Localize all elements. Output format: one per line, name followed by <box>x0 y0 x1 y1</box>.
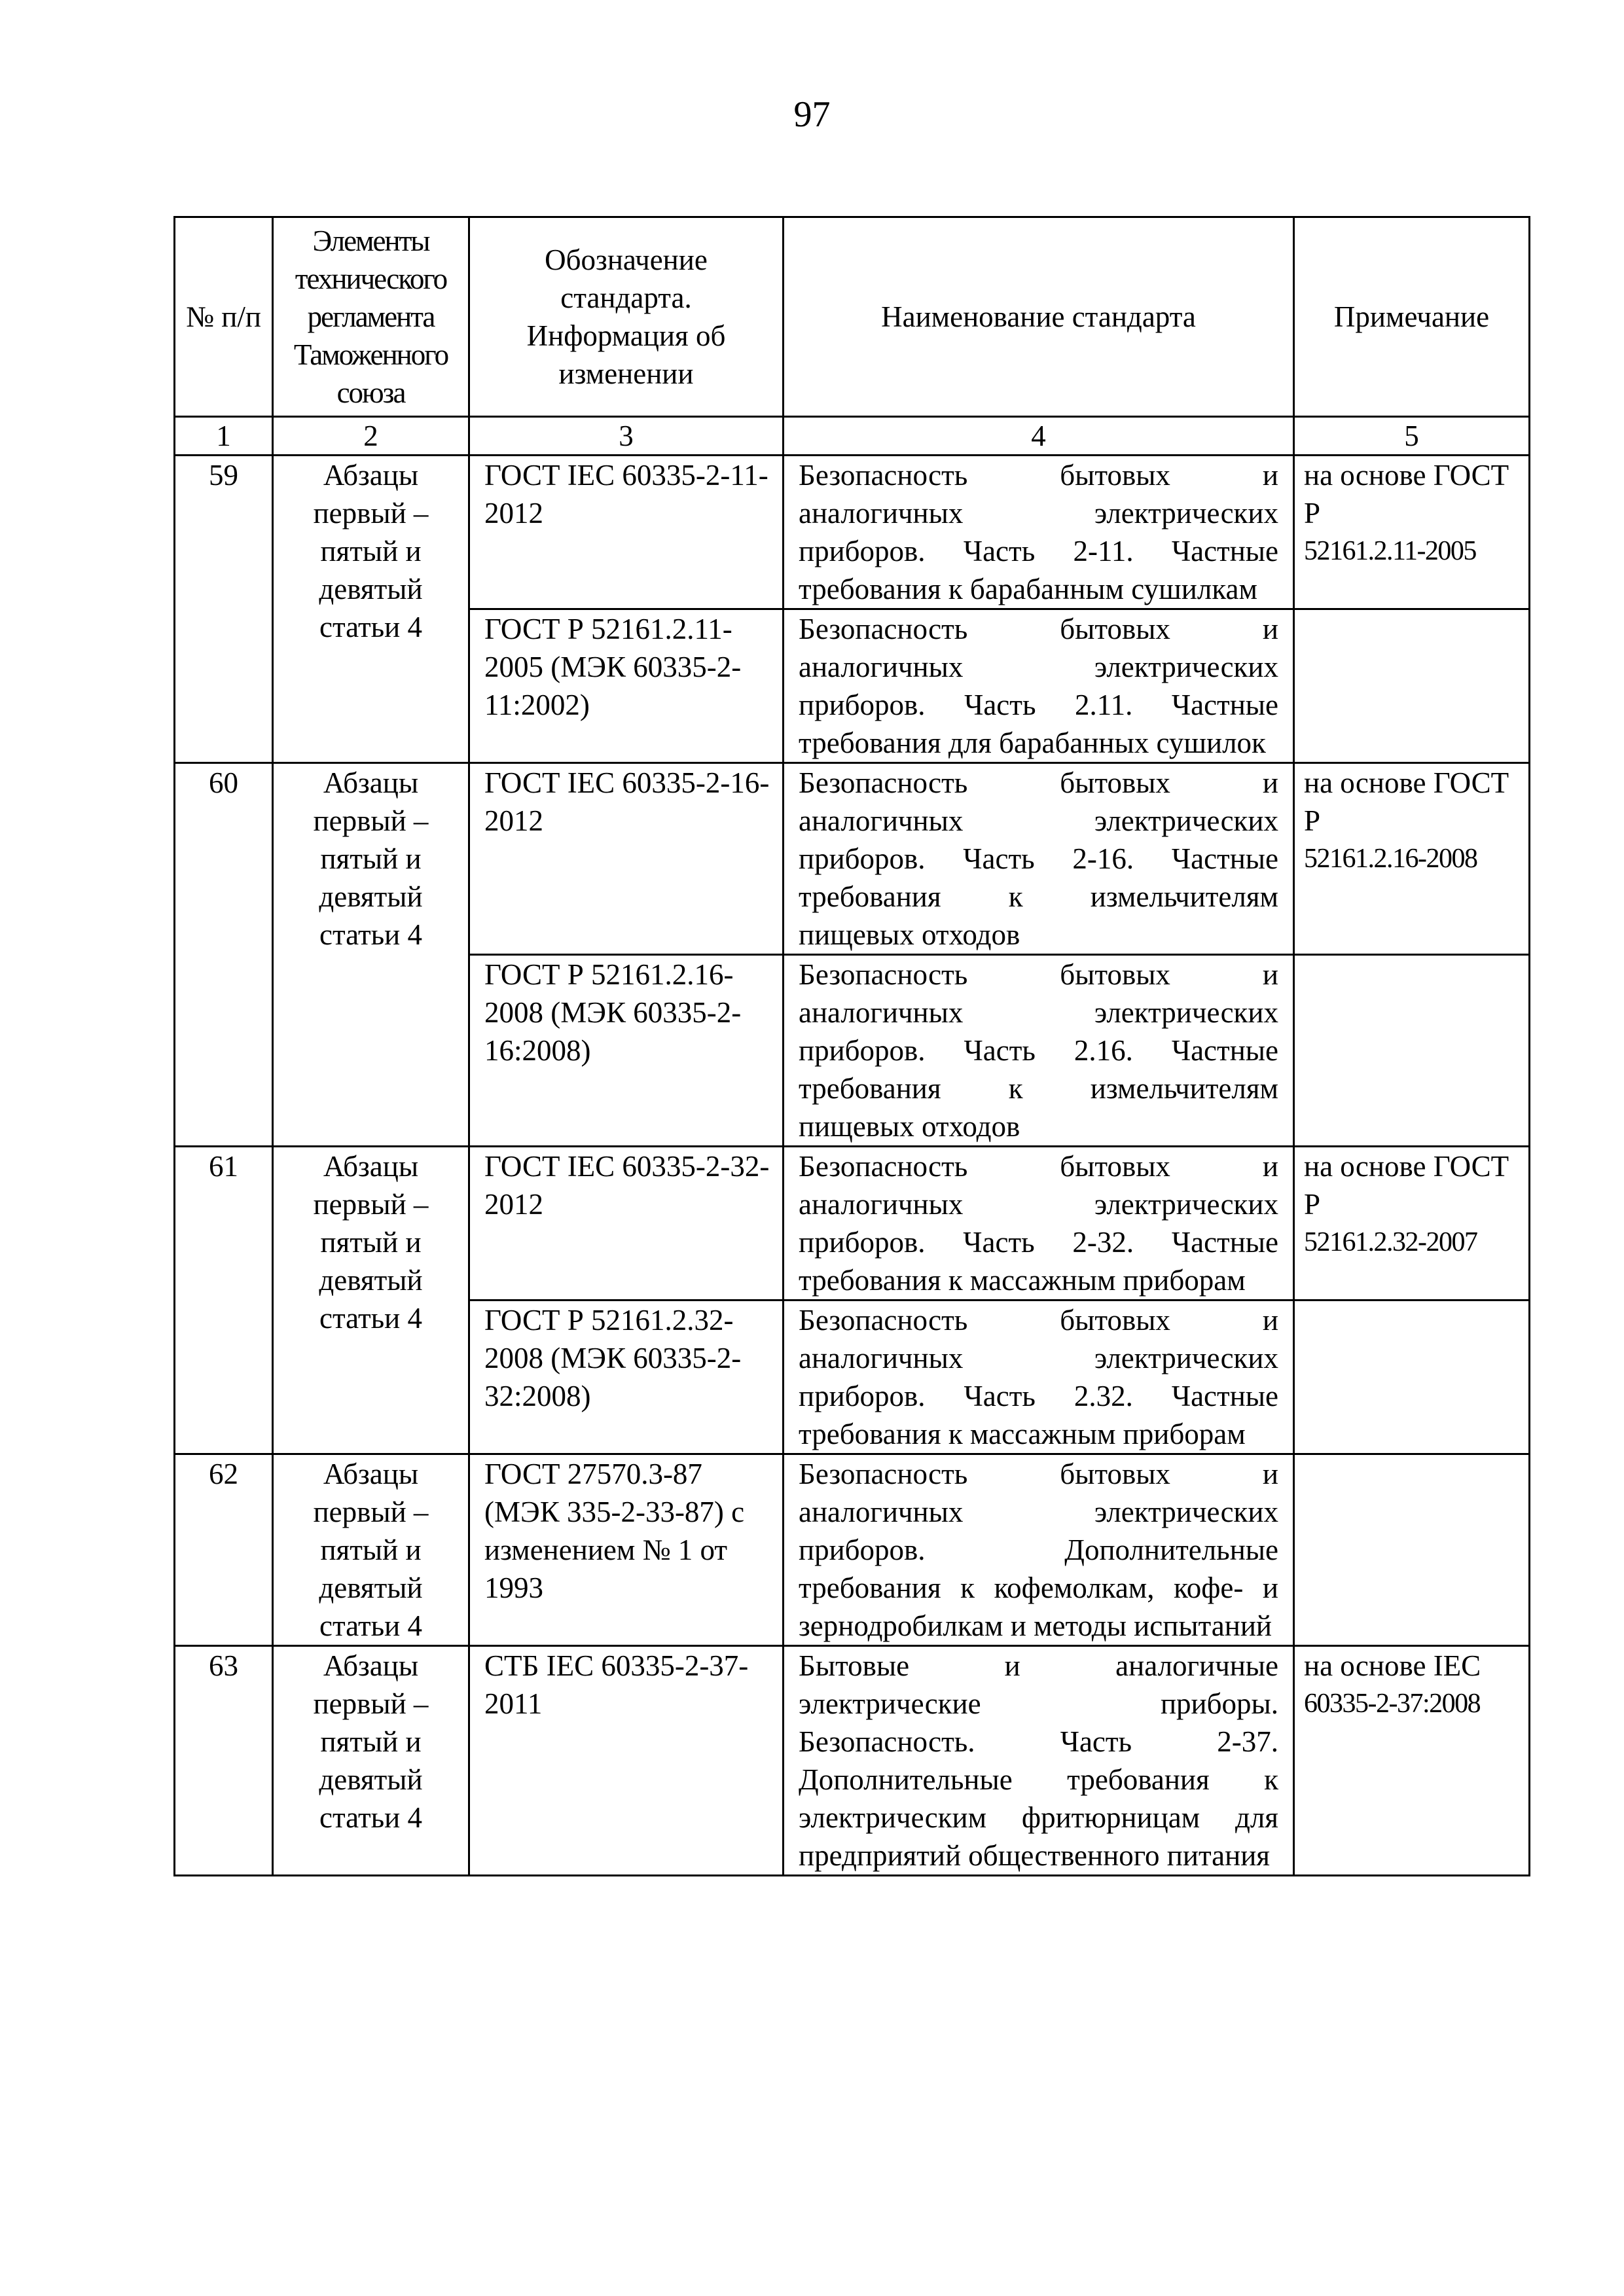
table-body <box>175 456 1530 1876</box>
table-row <box>175 1147 1530 1300</box>
standard-note <box>1294 1147 1530 1300</box>
standard-code: ГОСТ Р 52161.2.32-2008 (МЭК 60335-2-32:2008) <box>469 1300 784 1454</box>
header-name: Наименование стандарта <box>784 217 1294 417</box>
row-elements: Абзацы первый – пятый и девятый статьи 4 <box>273 1147 469 1454</box>
row-number: 61 <box>175 1147 273 1454</box>
standard-note <box>1294 1646 1530 1876</box>
table-row <box>175 1646 1530 1876</box>
header-elements: Элементы технического регламента Таможенного союза <box>273 217 469 417</box>
header-designation: Обозначение стандарта. Информация об изменении <box>469 217 784 417</box>
row-elements: Абзацы первый – пятый и девятый статьи 4 <box>273 763 469 1147</box>
note-code: 52161.2.16-2008 <box>1304 844 1477 874</box>
standard-name: Безопасность бытовых и аналогичных электрических приборов. Часть 2.16. Частные требования к измельчителям пищевых отходов <box>784 955 1294 1147</box>
standard-name: Безопасность бытовых и аналогичных электрических приборов. Часть 2-11. Частные требования к барабанным сушилкам <box>784 456 1294 609</box>
standard-code: ГОСТ Р 52161.2.16-2008 (МЭК 60335-2-16:2008) <box>469 955 784 1147</box>
note-code: 52161.2.32-2007 <box>1304 1227 1477 1257</box>
standard-name: Бытовые и аналогичные электрические приборы. Безопасность. Часть 2-37. Дополнительные требования к электрическим фритюрницам для предприятий общественного питания <box>784 1646 1294 1876</box>
standard-name: Безопасность бытовых и аналогичных электрических приборов. Часть 2.32. Частные требования к массажным приборам <box>784 1300 1294 1454</box>
table-row <box>175 456 1530 609</box>
column-number-row <box>175 417 1530 456</box>
column-number: 4 <box>784 417 1294 456</box>
standard-code: ГОСТ IEC 60335-2-16-2012 <box>469 763 784 955</box>
standard-name: Безопасность бытовых и аналогичных электрических приборов. Часть 2-32. Частные требования к массажным приборам <box>784 1147 1294 1300</box>
note-prefix: на основе IEC <box>1304 1649 1481 1682</box>
row-number: 62 <box>175 1454 273 1646</box>
note-code: 52161.2.11-2005 <box>1304 536 1476 566</box>
standard-code: ГОСТ Р 52161.2.11-2005 (МЭК 60335-2-11:2002) <box>469 609 784 763</box>
page-number: 97 <box>793 94 831 135</box>
note-prefix: на основе ГОСТ Р <box>1304 766 1509 837</box>
column-number: 3 <box>469 417 784 456</box>
column-number: 2 <box>273 417 469 456</box>
row-number: 60 <box>175 763 273 1147</box>
table-row <box>175 1454 1530 1646</box>
standard-note <box>1294 955 1530 1147</box>
row-elements: Абзацы первый – пятый и девятый статьи 4 <box>273 1646 469 1876</box>
column-number: 1 <box>175 417 273 456</box>
standard-note <box>1294 609 1530 763</box>
table-row <box>175 763 1530 955</box>
standards-table <box>173 216 1530 1876</box>
table-header-row <box>175 217 1530 417</box>
header-note: Примечание <box>1294 217 1530 417</box>
column-number: 5 <box>1294 417 1530 456</box>
standard-code: ГОСТ 27570.3-87 (МЭК 335-2-33-87) с изменением № 1 от 1993 <box>469 1454 784 1646</box>
standard-code: ГОСТ IEC 60335-2-11-2012 <box>469 456 784 609</box>
row-number: 63 <box>175 1646 273 1876</box>
row-elements: Абзацы первый – пятый и девятый статьи 4 <box>273 1454 469 1646</box>
standard-note <box>1294 763 1530 955</box>
header-number: № п/п <box>175 217 273 417</box>
standard-code: ГОСТ IEC 60335-2-32-2012 <box>469 1147 784 1300</box>
standard-note <box>1294 1300 1530 1454</box>
row-number: 59 <box>175 456 273 763</box>
standard-name: Безопасность бытовых и аналогичных электрических приборов. Часть 2-16. Частные требования к измельчителям пищевых отходов <box>784 763 1294 955</box>
note-prefix: на основе ГОСТ Р <box>1304 1150 1509 1221</box>
note-code: 60335-2-37:2008 <box>1304 1689 1481 1719</box>
row-elements: Абзацы первый – пятый и девятый статьи 4 <box>273 456 469 763</box>
standard-note <box>1294 456 1530 609</box>
standard-code: СТБ IEC 60335-2-37-2011 <box>469 1646 784 1876</box>
standard-name: Безопасность бытовых и аналогичных электрических приборов. Дополнительные требования к кофемолкам, кофе- и зернодробилкам и методы испытаний <box>784 1454 1294 1646</box>
standard-name: Безопасность бытовых и аналогичных электрических приборов. Часть 2.11. Частные требования для барабанных сушилок <box>784 609 1294 763</box>
note-prefix: на основе ГОСТ Р <box>1304 459 1509 529</box>
standard-note <box>1294 1454 1530 1646</box>
